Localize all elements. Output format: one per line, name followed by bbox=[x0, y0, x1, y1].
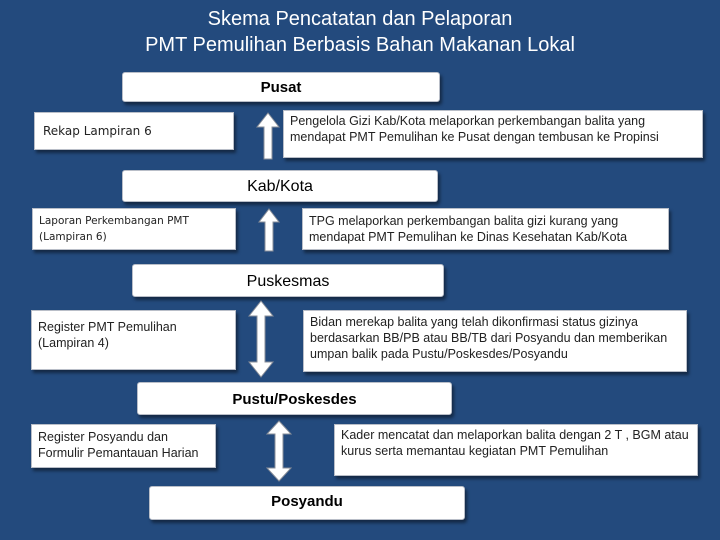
note-bidan bbox=[303, 310, 687, 372]
note-tpg-text: TPG melaporkan perkembangan balita gizi kurang yang mendapat PMT Pemulihan ke Dinas Kesehatan Kab/Kota bbox=[309, 214, 628, 244]
note-laporan-line-2: (Lampiran 6) bbox=[39, 231, 107, 243]
note-register-pmt bbox=[31, 310, 236, 370]
title-line-2: PMT Pemulihan Berbasis Bahan Makanan Lokal bbox=[145, 34, 575, 56]
note-register-posyandu bbox=[31, 424, 216, 468]
note-rekap-lampiran-text: Rekap Lampiran 6 bbox=[43, 124, 152, 138]
level-kabkota: Kab/Kota bbox=[122, 170, 438, 202]
arrow-updown-pustu-puskesmas bbox=[248, 300, 274, 378]
level-posyandu: Posyandu bbox=[149, 486, 465, 520]
level-puskesmas: Puskesmas bbox=[132, 264, 444, 297]
note-register-posyandu-text: Register Posyandu dan Formulir Pemantauan Harian bbox=[38, 430, 199, 460]
note-pengelola-gizi bbox=[283, 110, 703, 158]
note-kader bbox=[334, 424, 698, 476]
note-tpg bbox=[302, 208, 669, 250]
note-bidan-text: Bidan merekap balita yang telah dikonfirmasi status gizinya berdasarkan BB/PB atau BB/TB dari Posyandu dan memberikan umpan balik pada Pustu/Poskesdes/Posyandu bbox=[310, 315, 668, 361]
note-laporan-perkembangan bbox=[32, 208, 236, 250]
note-register-pmt-text: Register PMT Pemulihan (Lampiran 4) bbox=[38, 320, 177, 350]
note-kader-text: Kader mencatat dan melaporkan balita dengan 2 T , BGM atau kurus serta memantau kegiatan PMT Pemulihan bbox=[341, 428, 689, 458]
title-line-1: Skema Pencatatan dan Pelaporan bbox=[207, 8, 513, 30]
level-pustu: Pustu/Poskesdes bbox=[137, 382, 452, 415]
note-rekap-lampiran bbox=[34, 112, 234, 150]
arrow-up-kabkota-to-pusat bbox=[256, 112, 280, 160]
level-pusat: Pusat bbox=[122, 72, 440, 102]
diagram-title bbox=[0, 6, 720, 58]
note-laporan-line-1: Laporan Perkembangan PMT bbox=[39, 215, 189, 227]
note-pengelola-gizi-text: Pengelola Gizi Kab/Kota melaporkan perkembangan balita yang mendapat PMT Pemulihan ke Pusat dengan tembusan ke Propinsi bbox=[290, 114, 659, 144]
arrow-up-puskesmas-to-kabkota bbox=[258, 208, 280, 252]
arrow-updown-posyandu-pustu bbox=[266, 420, 292, 482]
